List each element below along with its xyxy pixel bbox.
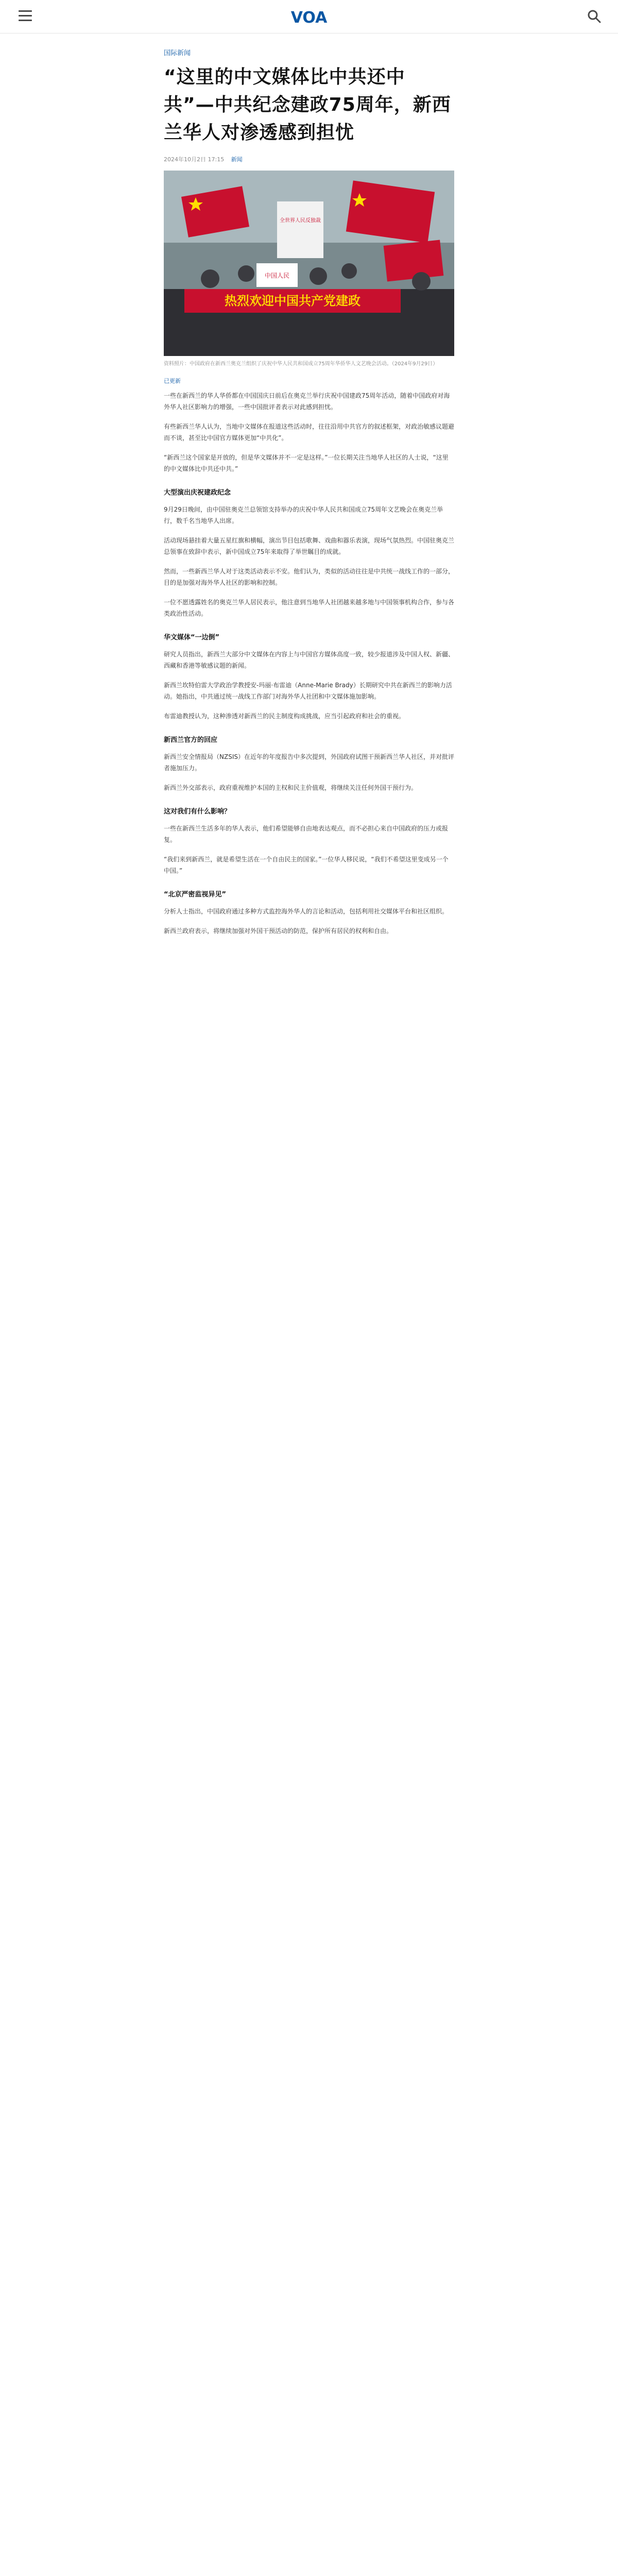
paragraph: 一些在新西兰生活多年的华人表示，他们希望能够自由地表达观点，而不必担心来自中国政府的压力或报复。 [164, 825, 449, 843]
paragraph: 一位不愿透露姓名的奥克兰华人居民表示，他注意到当地华人社团越来越多地与中国领事机构合作，参与各类政治性活动。 [164, 599, 455, 617]
paragraph: 活动现场悬挂着大量五星红旗和横幅，演出节目包括歌舞、戏曲和器乐表演，现场气氛热烈。中国驻奥克兰总领事在致辞中表示，新中国成立75年来取得了举世瞩目的成就。 [164, 537, 455, 555]
section-heading: “北京严密监视异见” [164, 891, 227, 899]
paragraph: “新西兰这个国家是开放的，但是华文媒体并不一定是这样。”一位长期关注当地华人社区的人士说，“这里的中文媒体比中共还中共。” [164, 454, 449, 472]
section-heading: 大型演出庆祝建政纪念 [164, 489, 231, 497]
hero-photo-illustration [164, 171, 454, 356]
paragraph: 然而，一些新西兰华人对于这类活动表示不安。他们认为，类似的活动往往是中共统一战线工作的一部分，目的是加强对海外华人社区的影响和控制。 [164, 568, 455, 586]
paragraph: 分析人士指出，中国政府通过多种方式监控海外华人的言论和活动，包括利用社交媒体平台和社区组织。 [164, 908, 449, 915]
section-heading: 这对我们有什么影响？ [164, 808, 231, 816]
article-date: 2024年10月2日 17:15 [164, 156, 225, 163]
voa-logo[interactable] [282, 5, 336, 28]
paragraph: 新西兰安全情报局（NZSIS）在近年的年度报告中多次提到，外国政府试图干预新西兰华人社区，并对批评者施加压力。 [164, 753, 454, 772]
paragraph: 研究人员指出，新西兰大部分中文媒体在内容上与中国官方媒体高度一致，较少报道涉及中国人权、新疆、西藏和香港等敏感议题的新闻。 [164, 651, 455, 669]
paragraph: “我们来到新西兰，就是希望生活在一个自由民主的国家。”一位华人移民说，“我们不希望这里变成另一个中国。” [164, 856, 449, 874]
paragraph: 有些新西兰华人认为，当地中文媒体在报道这些活动时，往往沿用中共官方的叙述框架，对政治敏感议题避而不谈，甚至比中国官方媒体更加“中共化”。 [164, 423, 455, 442]
article-meta [164, 155, 454, 163]
paragraph: 新西兰政府表示，将继续加强对外国干预活动的防范，保护所有居民的权利和自由。 [164, 927, 393, 935]
article [164, 41, 454, 945]
article-author-link[interactable]: 新闻 [231, 156, 243, 163]
article-category-link[interactable]: 国际新闻 [164, 49, 191, 57]
hero-sign-text: 全世界人民反独裁 [280, 218, 321, 224]
article-body [164, 377, 454, 937]
paragraph: 新西兰坎特伯雷大学政治学教授安-玛丽·布雷迪（Anne-Marie Brady）长期研究中共在新西兰的影响力活动。她指出，中共通过统一战线工作部门对海外华人社团和中文媒体施加影响。 [164, 682, 452, 700]
article-dateline: 已更新 [164, 378, 181, 384]
section-heading: 新西兰官方的回应 [164, 736, 218, 744]
paragraph: 一些在新西兰的华人华侨都在中国国庆日前后在奥克兰举行庆祝中国建政75周年活动，随着中国政府对海外华人社区影响力的增强，一些中国批评者表示对此感到担忧。 [164, 392, 450, 411]
search-icon[interactable] [587, 9, 602, 24]
hamburger-icon[interactable] [19, 10, 32, 22]
hero-placard-text: 中国人民 [264, 272, 290, 279]
top-navigation-bar [0, 0, 618, 33]
paragraph: 新西兰外交部表示，政府重视维护本国的主权和民主价值观，将继续关注任何外国干预行为。 [164, 784, 418, 791]
hero-caption: 资料照片：中国政府在新西兰奥克兰组织了庆祝中华人民共和国成立75周年华侨华人文艺晚会活动。（2024年9月29日） [164, 361, 438, 367]
paragraph: 9月29日晚间，由中国驻奥克兰总领馆支持举办的庆祝中华人民共和国成立75周年文艺晚会在奥克兰举行，数千名当地华人出席。 [164, 506, 443, 524]
article-title: “这里的中文媒体比中共还中共”—中共纪念建政75周年，新西兰华人对渗透感到担忧 [164, 66, 451, 143]
svg-text:VOA: VOA [290, 9, 328, 27]
section-heading: 华文媒体“一边倒” [164, 634, 220, 641]
hero-image[interactable] [164, 171, 454, 356]
paragraph: 布雷迪教授认为，这种渗透对新西兰的民主制度构成挑战，应当引起政府和社会的重视。 [164, 713, 405, 720]
hero-banner-text: 热烈欢迎中国共产党建政 [225, 294, 360, 308]
